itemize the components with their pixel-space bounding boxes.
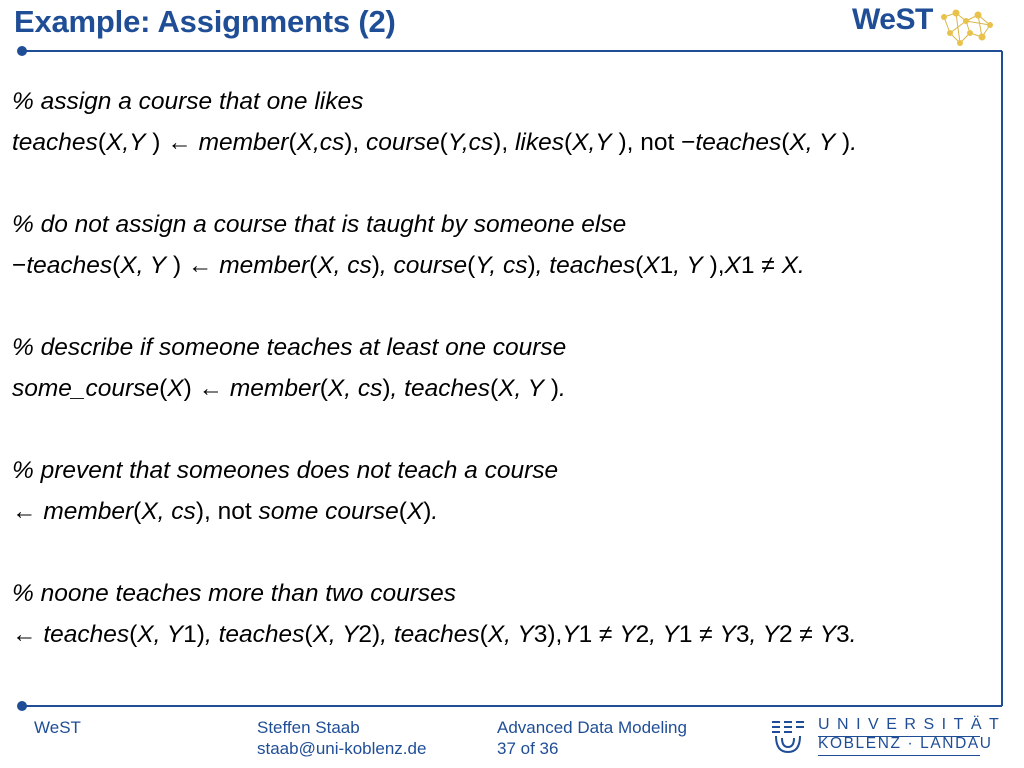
text-segment: Y, cs [475,252,528,279]
text-segment: ( [635,252,644,279]
text-segment: member [43,498,134,525]
text-segment: member [219,252,310,279]
text-segment: . [850,129,858,156]
blank-line [12,286,997,327]
text-segment: teaches [549,252,636,279]
text-segment: likes [514,129,564,156]
university-location: KOBLENZ · LANDAU [818,735,993,752]
text-segment: ) ← [145,129,199,156]
slide-title: Example: Assignments (2) [14,4,396,39]
text-segment: − [12,252,27,279]
text-segment: 2 ≠ [779,621,820,648]
text-segment: X, cs [327,375,383,402]
text-segment: X,cs [296,129,345,156]
text-segment: 3 [735,621,750,648]
text-segment: 1) [183,621,205,648]
text-segment: X. [781,252,805,279]
text-segment: , Y [749,621,779,648]
text-segment: % prevent that someones does not teach a course [12,457,559,484]
text-segment: ) ← [183,375,230,402]
text-segment: teaches [218,621,305,648]
rule-line [12,122,997,163]
text-segment: Y [819,621,837,648]
university-name: UNIVERSITÄT [818,716,1007,733]
blank-line [12,532,997,573]
text-segment: % assign a course that one likes [12,88,364,115]
text-segment: ), [493,129,515,156]
university-logo [766,716,1007,756]
text-segment: ) [835,129,851,156]
text-segment: ( [781,129,790,156]
text-segment: ) [382,375,391,402]
text-segment: X,Y [572,129,612,156]
text-segment: Y [719,621,736,648]
text-segment: ( [467,252,476,279]
text-segment: member [229,375,320,402]
rule-line [12,245,997,286]
text-segment: ) ← [166,252,220,279]
text-segment: Y [619,621,636,648]
text-segment: , Y [673,252,703,279]
university-emblem-icon [766,718,810,756]
text-segment: ( [309,252,318,279]
rule-line [12,614,997,655]
text-segment: ) [371,252,380,279]
text-segment: teaches [393,621,480,648]
text-segment: 3 [836,621,850,648]
text-segment: X, Y [487,621,534,648]
text-segment: . [558,375,566,402]
text-segment: X [167,375,184,402]
text-segment: teaches [12,129,98,156]
blank-line [12,163,997,204]
text-segment: some_course [12,375,160,402]
text-segment: 2 [635,621,650,648]
footer-course-block [497,717,687,759]
header-rule [22,50,1002,52]
rule-line [12,81,997,122]
text-segment: ( [97,129,106,156]
text-segment: ( [159,375,168,402]
text-segment: X, Y [789,129,836,156]
text-segment: 1 ≠ [578,621,620,648]
text-segment: X [643,252,660,279]
text-segment: % describe if someone teaches at least one course [12,334,567,361]
text-segment: Y,cs [447,129,494,156]
text-segment: teaches [404,375,490,402]
text-segment: ), not [195,498,259,525]
text-segment: X, Y [137,621,184,648]
text-segment: , [379,252,394,279]
text-segment: 1 [659,252,674,279]
rule-line [12,204,997,245]
star-network-icon [940,7,998,51]
text-segment: X,Y [105,129,146,156]
text-segment: ( [112,252,121,279]
text-segment: , [380,621,394,648]
text-segment: % noone teaches more than two courses [12,580,456,607]
text-segment: 2) [358,621,381,648]
text-segment: ( [489,375,499,402]
text-segment: 1 ≠ [740,252,782,279]
text-segment: course [393,252,468,279]
text-segment: ( [133,498,142,525]
text-segment: ( [479,621,488,648]
text-segment: ( [304,621,313,648]
text-segment: Y [562,621,579,648]
text-segment: ), [344,129,367,156]
footer-org [34,717,81,738]
rule-line [12,368,997,409]
right-rule [1001,51,1003,706]
text-segment: X, Y [312,621,359,648]
text-segment: ( [288,129,297,156]
text-segment: 3), [533,621,563,648]
footer-org-name: WeST [34,718,81,737]
text-segment: ( [319,375,328,402]
text-segment: , [535,252,550,279]
text-segment: ) [423,498,432,525]
text-segment: X, Y [498,375,545,402]
footer-author-block [257,717,426,759]
text-segment: ), not [611,129,682,156]
text-segment: teaches [43,621,130,648]
text-segment: X, cs [141,498,196,525]
text-segment: ← [12,621,44,648]
text-segment: . [431,498,439,525]
text-segment: some course [258,498,399,525]
text-segment: − [681,129,696,156]
rule-line [12,491,997,532]
text-segment: X [406,498,424,525]
text-segment: . [849,621,857,648]
university-underline [818,755,980,756]
text-segment: , [390,375,405,402]
text-segment: course [366,129,440,156]
rule-line [12,573,997,614]
text-segment: member [198,129,289,156]
blank-line [12,409,997,450]
text-segment: ) [544,375,559,402]
text-segment: X, cs [317,252,372,279]
rule-line [12,327,997,368]
text-segment: ( [398,498,407,525]
footer-author: Steffen Staab [257,718,360,737]
text-segment: 1 ≠ [678,621,720,648]
footer-email: staab@uni-koblenz.de [257,739,427,758]
slide-body [12,81,997,655]
rule-line [12,450,997,491]
text-segment: ( [439,129,448,156]
west-logo-text: WeST [852,3,933,36]
text-segment: ), [702,252,725,279]
text-segment: , Y [649,621,679,648]
footer-page-number: 37 of 36 [497,739,559,758]
text-segment: X, Y [120,252,167,279]
text-segment: ) [527,252,536,279]
footer-rule [22,705,1002,707]
text-segment: ( [129,621,138,648]
text-segment: ← [12,498,44,525]
text-segment: teaches [695,129,782,156]
footer-course: Advanced Data Modeling [497,718,687,737]
text-segment: , [204,621,219,648]
text-segment: ( [563,129,573,156]
text-segment: X [724,252,741,279]
text-segment: teaches [26,252,113,279]
text-segment: % do not assign a course that is taught by someone else [12,211,627,238]
